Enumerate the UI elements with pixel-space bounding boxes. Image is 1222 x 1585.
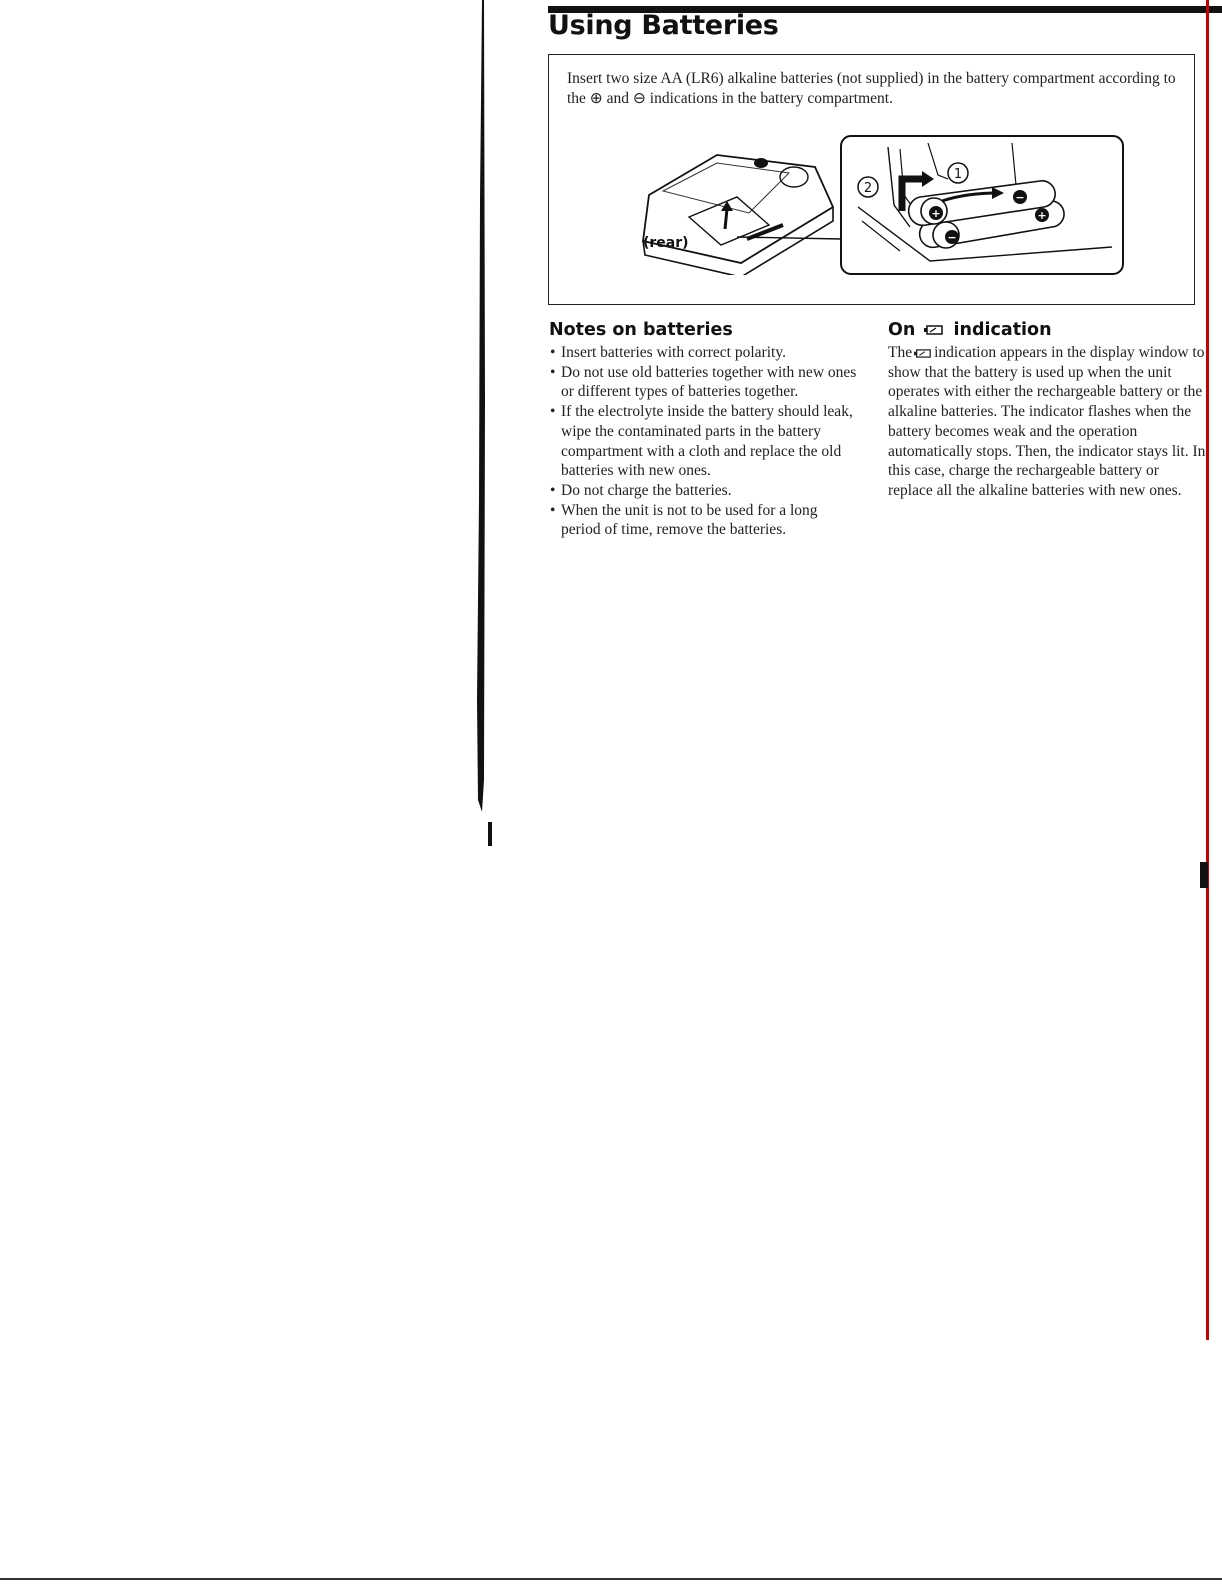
indication-body-prefix: The [888, 344, 913, 361]
plus-symbol-1: + [931, 207, 941, 220]
indication-heading-suffix: indication [953, 320, 1052, 340]
page-edge [1206, 0, 1209, 1340]
plus-symbol-2: + [1037, 209, 1047, 222]
battery-icon [924, 324, 944, 336]
note-item: • Do not use old batteries together with new ones or different types of batteries together. [550, 363, 860, 402]
battery-icon [914, 348, 932, 359]
step-1-label: 1 [953, 167, 963, 182]
notes-list [550, 343, 860, 540]
indication-heading-prefix: On [888, 320, 916, 340]
intro-text: Insert two size AA (LR6) alkaline batteries (not supplied) in the battery compartment according to the ⊕ and ⊖ indications in the battery compartment. [567, 70, 1176, 107]
minus-symbol-2: − [947, 231, 957, 244]
indication-heading [888, 320, 1052, 340]
notes-heading: Notes on batteries [549, 320, 733, 340]
note-item: • When the unit is not to be used for a long period of time, remove the batteries. [550, 501, 860, 540]
scan-mark [1200, 862, 1208, 888]
cd-player-rear-illustration [637, 145, 847, 275]
note-item: • Insert batteries with correct polarity. [550, 343, 860, 363]
instruction-box [548, 54, 1195, 305]
indication-body-text: indication appears in the display window to show that the battery is used up when the unit operates with either the rechargeable battery or the alkaline batteries. The indicator flashes when the battery becomes weak and the operation automatically stops. Then, the indicator stays lit. In this case, charge the rechargeable battery or replace all the alkaline batteries with new ones. [888, 344, 1206, 499]
page-bottom-edge [0, 1578, 1222, 1580]
indication-body [888, 343, 1206, 501]
minus-symbol-1: − [1015, 191, 1025, 204]
left-page-blank [0, 0, 470, 1585]
note-item: • Do not charge the batteries. [550, 481, 860, 501]
page-title: Using Batteries [548, 10, 779, 41]
note-item: • If the electrolyte inside the battery should leak, wipe the contaminated parts in the battery compartment with a cloth and replace the old batteries with new ones. [550, 402, 860, 481]
binding-spine [470, 0, 496, 1585]
battery-compartment-inset [840, 135, 1126, 277]
step-2-label: 2 [863, 181, 873, 196]
rear-label: (rear) [643, 235, 689, 251]
